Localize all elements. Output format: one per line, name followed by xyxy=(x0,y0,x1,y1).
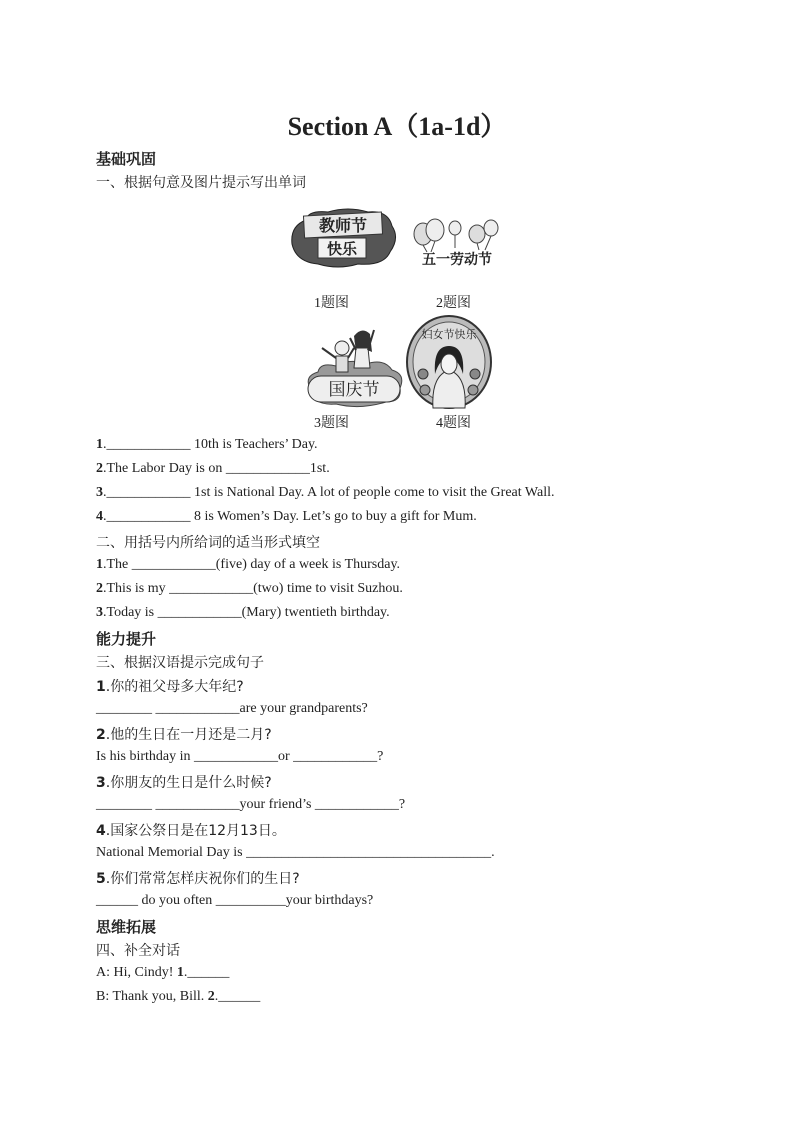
part3-item-2-cn: 2.他的生日在一月还是二月? xyxy=(96,727,272,743)
caption-3: 3题图 xyxy=(314,416,349,431)
part3-item-4-cn: 4.国家公祭日是在12月13日。 xyxy=(96,823,286,839)
part3-item-1-cn: 1.你的祖父母多大年纪? xyxy=(96,679,244,695)
page-title: Section A（1a-1d） xyxy=(287,112,507,141)
section-thinking: 思维拓展 xyxy=(96,918,157,936)
part3-item-4-en: National Memorial Day is ___________________________________. xyxy=(96,845,495,860)
labor-day-text: 五一劳动节 xyxy=(422,252,492,268)
national-day-image xyxy=(300,318,408,410)
part1-heading: 一、根据句意及图片提示写出单词 xyxy=(96,175,306,191)
teachers-day-text-top: 教师节 xyxy=(318,216,368,235)
part2-item-3: 3.Today is ____________(Mary) twentieth birthday. xyxy=(96,605,390,620)
part4-heading: 四、补全对话 xyxy=(96,943,180,959)
part3-item-2-en: Is his birthday in ____________or ____________? xyxy=(96,749,384,764)
part2-item-1: 1.The ____________(five) day of a week is Thursday. xyxy=(96,557,401,572)
national-day-text: 国庆节 xyxy=(328,380,380,400)
part3-item-5-cn: 5.你们常常怎样庆祝你们的生日? xyxy=(96,871,300,887)
caption-2: 2题图 xyxy=(436,296,471,311)
womens-day-image xyxy=(405,314,493,410)
dialogue-line-1: A: Hi, Cindy! 1.______ xyxy=(96,965,230,980)
part3-item-3-cn: 3.你朋友的生日是什么时候? xyxy=(96,775,272,791)
part3-heading: 三、根据汉语提示完成句子 xyxy=(96,655,264,671)
part1-item-2: 2.The Labor Day is on ____________1st. xyxy=(96,461,330,476)
part3-item-3-en: ________ ____________your friend’s ____________? xyxy=(96,797,406,812)
teachers-day-text-bottom: 快乐 xyxy=(326,240,358,258)
dialogue-line-2: B: Thank you, Bill. 2.______ xyxy=(96,989,261,1004)
part2-item-2: 2.This is my ____________(two) time to visit Suzhou. xyxy=(96,581,403,596)
part1-item-3: 3.____________ 1st is National Day. A lot of people come to visit the Great Wall. xyxy=(96,485,555,500)
part3-item-5-en: ______ do you often __________your birthdays? xyxy=(96,893,374,908)
section-ability: 能力提升 xyxy=(96,630,157,648)
labor-day-image xyxy=(405,214,505,270)
part1-item-4: 4.____________ 8 is Women’s Day. Let’s go to buy a gift for Mum. xyxy=(96,509,477,524)
section-basic: 基础巩固 xyxy=(96,150,157,168)
teachers-day-image xyxy=(288,204,400,270)
womens-day-text: 妇女节快乐 xyxy=(421,328,477,341)
part3-item-1-en: ________ ____________are your grandparents? xyxy=(96,701,368,716)
part1-item-1: 1.____________ 10th is Teachers’ Day. xyxy=(96,437,318,452)
caption-1: 1题图 xyxy=(314,296,349,311)
caption-4: 4题图 xyxy=(436,416,471,431)
part2-heading: 二、用括号内所给词的适当形式填空 xyxy=(96,535,320,551)
